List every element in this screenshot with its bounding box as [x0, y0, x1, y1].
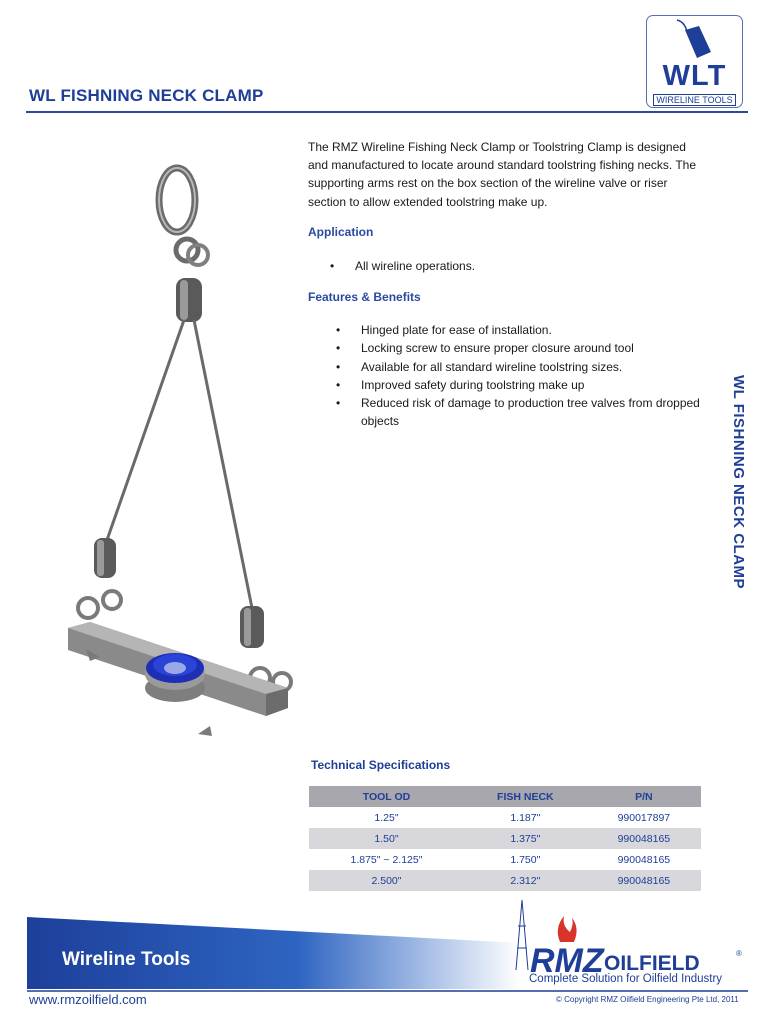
table-cell: 1.25"	[309, 807, 464, 828]
bullet-icon: •	[336, 377, 341, 392]
svg-text:®: ®	[736, 949, 742, 958]
table-cell: 1.375"	[464, 828, 587, 849]
wlt-logo	[646, 15, 743, 108]
brand-text: OILFIELD	[604, 952, 700, 974]
table-cell: 2.500"	[309, 870, 464, 891]
table-row	[309, 849, 701, 870]
table-row	[309, 870, 701, 891]
svg-text:RMZ: RMZ	[530, 942, 604, 974]
column-header: P/N	[587, 786, 701, 807]
table-row	[309, 807, 701, 828]
product-description: The RMZ Wireline Fishing Neck Clamp or Toolstring Clamp is designed and manufactured to locate around standard toolstring fishing necks. The supporting arms rest on the box section of the wireline valve or riser section to allow extended toolstring make up.	[308, 140, 697, 209]
features-heading: Features & Benefits	[308, 290, 421, 304]
list-item: • Hinged plate for ease of installation.	[336, 321, 708, 339]
page-title: WL FISHNING NECK CLAMP	[29, 86, 264, 105]
bullet-icon: •	[336, 341, 341, 356]
table-cell: 2.312"	[464, 870, 587, 891]
table-cell: 1.875" ~ 2.125"	[309, 849, 464, 870]
bullet-icon: •	[336, 323, 341, 337]
footer-label: Wireline Tools	[62, 949, 191, 970]
list-item: • Reduced risk of damage to production tree valves from dropped objects	[336, 396, 700, 429]
specs-table	[309, 786, 701, 891]
column-header: FISH NECK	[464, 786, 587, 807]
fishing-neck-clamp-image	[60, 160, 305, 750]
logo-wlt-text: WLT	[662, 60, 727, 92]
application-heading: Application	[308, 225, 374, 239]
table-cell: 1.187"	[464, 807, 587, 828]
list-item: • Locking screw to ensure proper closure around tool	[336, 339, 708, 357]
table-row	[309, 828, 701, 849]
application-list	[330, 257, 475, 275]
bullet-icon: •	[336, 359, 341, 374]
brand-tagline: Complete Solution for Oilfield Industry	[529, 973, 723, 985]
features-list	[336, 321, 708, 431]
specs-heading: Technical Specifications	[311, 758, 451, 772]
table-cell: 1.750"	[464, 849, 587, 870]
side-title: WL FISHNING NECK CLAMP	[730, 375, 747, 590]
column-header: TOOL OD	[309, 786, 464, 807]
table-cell: 990048165	[587, 870, 701, 891]
list-item: • Improved safety during toolstring make up	[336, 376, 708, 394]
list-item: • All wireline operations.	[330, 257, 475, 275]
rmz-oilfield-logo	[508, 896, 748, 974]
bullet-icon: •	[330, 259, 335, 273]
logo-subtext: WIRELINE TOOLS	[653, 94, 736, 106]
wireline-tool-icon	[675, 18, 715, 60]
table-cell: 990048165	[587, 849, 701, 870]
bullet-icon: •	[336, 396, 341, 411]
title-divider	[26, 111, 748, 113]
list-item: • Available for all standard wireline toolstring sizes.	[336, 358, 708, 376]
table-cell: 990048165	[587, 828, 701, 849]
website-link[interactable]: www.rmzoilfield.com	[29, 992, 147, 1007]
table-cell: 990017897	[587, 807, 701, 828]
table-cell: 1.50"	[309, 828, 464, 849]
copyright-text: © Copyright RMZ Oilfield Engineering Pte Ltd, 2011	[556, 995, 739, 1004]
table-header-row	[309, 786, 701, 807]
